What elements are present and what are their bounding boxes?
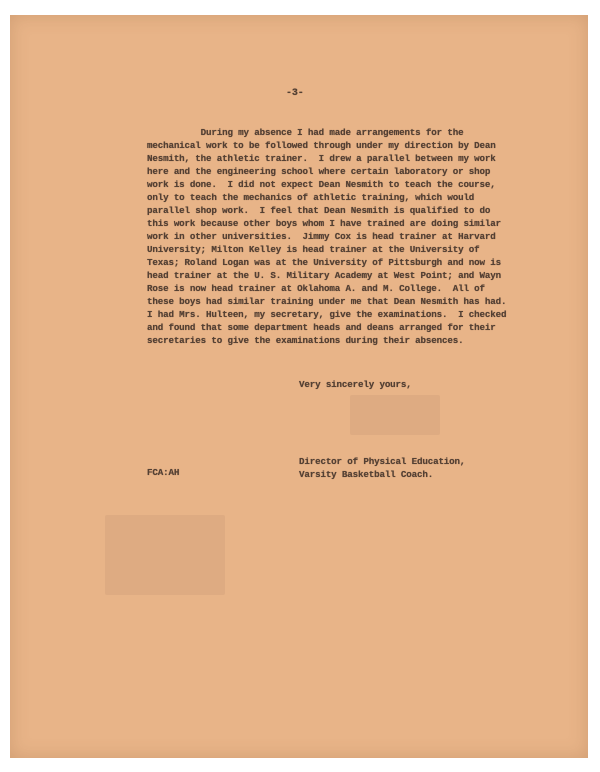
body-line: Rose is now head trainer at Oklahoma A. and M. College. All of: [147, 283, 485, 294]
body-line: parallel shop work. I feel that Dean Nesmith is qualified to do: [147, 205, 491, 216]
body-line: I had Mrs. Hulteen, my secretary, give the examinations. I checked: [147, 309, 507, 320]
body-line: During my absence I had made arrangements for the: [147, 127, 464, 138]
reference-initials: FCA:AH: [147, 467, 180, 478]
body-line: head trainer at the U. S. Military Academy at West Point; and Wayn: [147, 270, 501, 281]
body-line: this work because other boys whom I have trained are doing similar: [147, 218, 501, 229]
paper-smudge: [350, 395, 440, 435]
body-line: Texas; Roland Logan was at the University of Pittsburgh and now is: [147, 257, 501, 268]
body-line: work is done. I did not expect Dean Nesmith to teach the course,: [147, 179, 496, 190]
document-page: [10, 15, 588, 758]
signature-title: Director of Physical Education,: [299, 456, 466, 467]
body-line: mechanical work to be followed through under my direction by Dean: [147, 140, 496, 151]
letter-body: [147, 126, 547, 347]
body-line: and found that some department heads and deans arranged for their: [147, 322, 496, 333]
body-line: here and the engineering school where certain laboratory or shop: [147, 166, 491, 177]
body-line: only to teach the mechanics of athletic training, which would: [147, 192, 475, 203]
signature-block: [299, 455, 465, 481]
closing-salutation: Very sincerely yours,: [299, 379, 412, 390]
body-line: University; Milton Kelley is head trainer at the University of: [147, 244, 480, 255]
body-line: secretaries to give the examinations during their absences.: [147, 335, 464, 346]
body-line: work in other universities. Jimmy Cox is head trainer at Harvard: [147, 231, 496, 242]
signature-title: Varsity Basketball Coach.: [299, 469, 434, 480]
page-number: -3-: [286, 88, 304, 99]
paper-smudge: [105, 515, 225, 595]
body-line: Nesmith, the athletic trainer. I drew a parallel between my work: [147, 153, 496, 164]
body-line: these boys had similar training under me that Dean Nesmith has had.: [147, 296, 507, 307]
